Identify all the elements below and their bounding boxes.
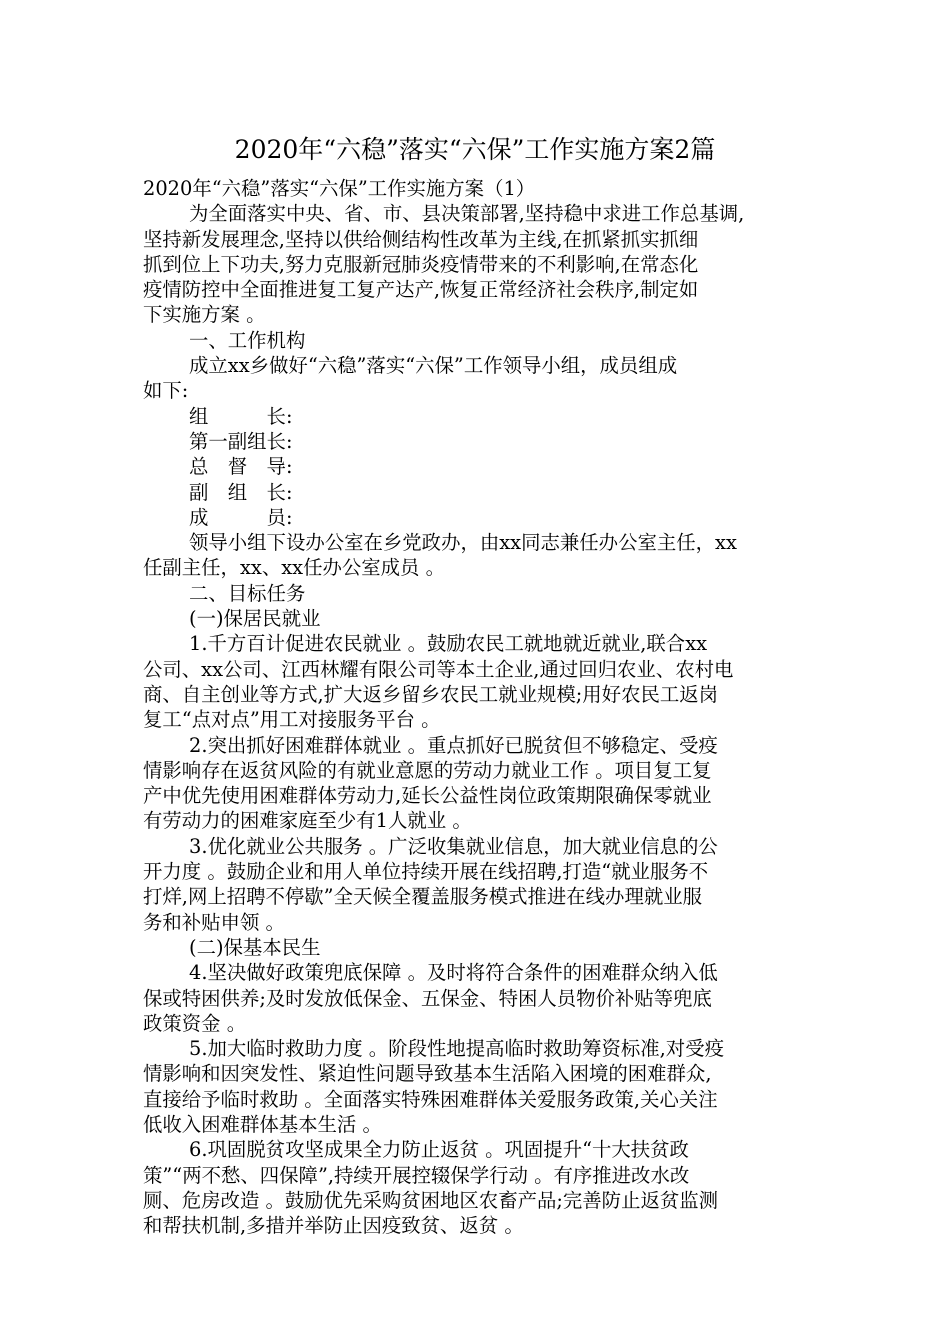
item5-line: 低收入困难群体基本生活 。 xyxy=(143,1112,382,1136)
document-body xyxy=(143,176,813,1238)
item2-line: 产中优先使用困难群体劳动力,延长公益性岗位政策期限确保零就业 xyxy=(143,784,712,808)
section1-line: 成立xx乡做好“六稳”落实“六保”工作领导小组，成员组成 xyxy=(189,354,678,378)
item6-line: 和帮扶机制,多措并举防止因疫致贫、返贫 。 xyxy=(143,1214,524,1238)
intro-line: 坚持新发展理念,坚持以供给侧结构性改革为主线,在抓紧抓实抓细 xyxy=(143,227,699,251)
item3-line: 打烊,网上招聘不停歇”全天候全覆盖服务模式推进在线办理就业服 xyxy=(143,885,703,909)
item3-line: 开力度 。鼓励企业和用人单位持续开展在线招聘,打造“就业服务不 xyxy=(143,860,709,884)
role-leader: 组 长: xyxy=(189,404,293,428)
role-deputy: 副 组 长: xyxy=(189,480,293,504)
item1-line: 1.千方百计促进农民就业 。鼓励农民工就地就近就业,联合xx xyxy=(189,632,708,656)
item5-line: 5.加大临时救助力度 。阶段性地提高临时救助筹资标准,对受疫 xyxy=(189,1037,724,1061)
intro-line: 抓到位上下功夫,努力克服新冠肺炎疫情带来的不利影响,在常态化 xyxy=(143,252,699,276)
item4-line: 政策资金 。 xyxy=(143,1011,247,1035)
subsection-heading: (二)保基本民生 xyxy=(189,935,321,959)
item6-line: 厕、危房改造 。鼓励优先采购贫困地区农畜产品;完善防止返贫监测 xyxy=(143,1188,719,1212)
item2-line: 有劳动力的困难家庭至少有1人就业 。 xyxy=(143,809,472,833)
item5-line: 情影响和因突发性、紧迫性问题导致基本生活陷入困境的困难群众, xyxy=(143,1062,712,1086)
role-supervisor: 总 督 导: xyxy=(189,455,293,479)
section1-line: 如下: xyxy=(143,379,189,403)
office-line: 领导小组下设办公室在乡党政办，由xx同志兼任办公室主任，xx xyxy=(189,531,737,555)
intro-line: 为全面落实中央、省、市、县决策部署,坚持稳中求进工作总基调, xyxy=(189,202,745,226)
item6-line: 策”“两不愁、四保障”,持续开展控辍保学行动 。有序推进改水改 xyxy=(143,1163,690,1187)
section-heading: 一、工作机构 xyxy=(189,328,306,352)
item5-line: 直接给予临时救助 。全面落实特殊困难群体关爱服务政策,关心关注 xyxy=(143,1087,718,1111)
intro-line: 下实施方案 。 xyxy=(143,303,266,327)
item1-line: 公司、xx公司、江西林耀有限公司等本土企业,通过回归农业、农村电 xyxy=(143,657,734,681)
document-title: 2020年“六稳”落实“六保”工作实施方案2篇 xyxy=(234,135,716,164)
item6-line: 6.巩固脱贫攻坚成果全力防止返贫 。巩固提升“十大扶贫政 xyxy=(189,1138,689,1162)
role-member: 成 员: xyxy=(189,505,293,529)
item4-line: 4.坚决做好政策兜底保障 。及时将符合条件的困难群众纳入低 xyxy=(189,961,718,985)
item4-line: 保或特困供养;及时发放低保金、五保金、特困人员物价补贴等兜底 xyxy=(143,986,712,1010)
office-line: 任副主任，xx、xx任办公室成员 。 xyxy=(143,556,445,580)
item3-line: 3.优化就业公共服务 。广泛收集就业信息，加大就业信息的公 xyxy=(189,834,718,858)
item2-line: 情影响存在返贫风险的有就业意愿的劳动力就业工作 。项目复工复 xyxy=(143,758,712,782)
item2-line: 2.突出抓好困难群体就业 。重点抓好已脱贫但不够稳定、受疫 xyxy=(189,733,718,757)
role-first-deputy: 第一副组长: xyxy=(189,429,293,453)
document-subtitle: 2020年“六稳”落实“六保”工作实施方案（1） xyxy=(143,177,536,200)
section-heading: 二、目标任务 xyxy=(189,581,306,605)
item1-line: 复工“点对点”用工对接服务平台 。 xyxy=(143,708,441,732)
subsection-heading: (一)保居民就业 xyxy=(189,607,321,631)
item3-line: 务和补贴申领 。 xyxy=(143,910,285,934)
intro-line: 疫情防控中全面推进复工复产达产,恢复正常经济社会秩序,制定如 xyxy=(143,278,699,302)
item1-line: 商、自主创业等方式,扩大返乡留乡农民工就业规模;用好农民工返岗 xyxy=(143,682,719,706)
